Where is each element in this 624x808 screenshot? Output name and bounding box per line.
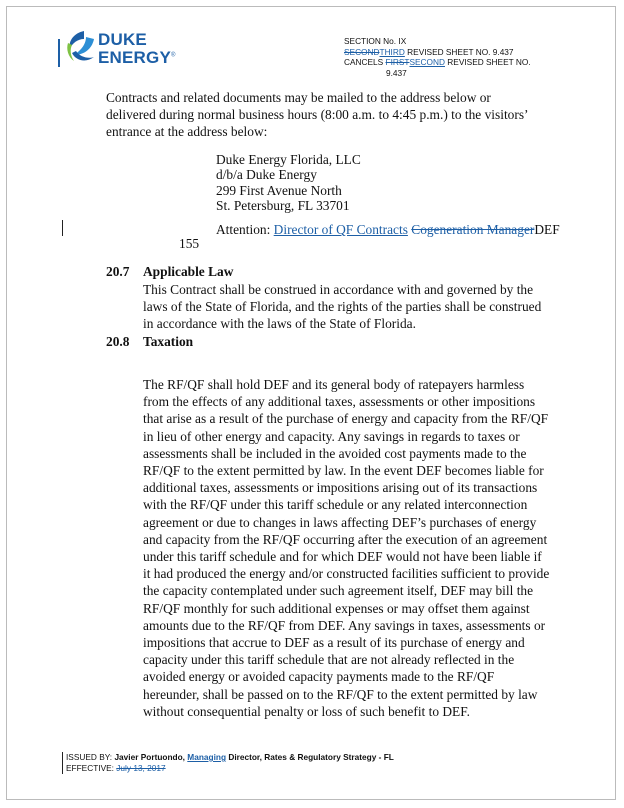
section-title-taxation: Taxation: [143, 334, 194, 349]
revised-sheet-line: [344, 47, 594, 58]
section-number-20-7: 20.7: [106, 264, 130, 279]
revised-new-text: THIRD: [379, 46, 405, 57]
address-line: Duke Energy Florida, LLC: [216, 152, 361, 167]
section-number-20-8: 20.8: [106, 334, 130, 349]
effective-old-date: July 13, 2017: [116, 762, 166, 773]
duke-energy-flame-icon: [64, 29, 98, 65]
section-number: SECTION No. IX: [344, 36, 407, 46]
logo-text-energy: [98, 49, 176, 66]
revision-change-bar: [62, 220, 63, 236]
logo-text-energy-word: ENERGY: [98, 48, 171, 67]
section-title-applicable-law: Applicable Law: [143, 264, 234, 279]
attention-label: Attention:: [216, 222, 271, 237]
footer: [66, 752, 566, 774]
attention-number: 155: [179, 236, 200, 251]
section-text-applicable-law: This Contract shall be construed in accordance with and governed by the laws of the State of Florida, and the rights of the parties shall be construed in accordance with the laws of the State of Florida.: [143, 282, 542, 332]
issued-name: Javier Portuondo,: [114, 752, 185, 762]
section-text-taxation: The RF/QF shall hold DEF and its general body of ratepayers harmless from the effects of any additional taxes, assessments or other impositions that arise as a result of the purchase of energy and capacity from the RF/QF in lieu of other energy and capacity. Any savings in regards to taxes or assessments shall be included in the avoided cost payments made to the RF/QF to the extent permitted by law. In the event DEF becomes liable for additional taxes, assessments or impositions arising out of its transactions with the RF/QF under this tariff schedule or any related interconnection agreement or due to changes in laws affecting DEF’s purchases of energy and capacity from the RF/QF occurring after the execution of an agreement under this tariff schedule and for which DEF would not have been liable if it had produced the energy and/or constructed facilities sufficient to provide the capacity contemplated under such agreement itself, DEF may bill the RF/QF monthly for such additional expenses or may offset them against amounts due to the RF/QF from DEF. Any savings in taxes, assessments or impositions that accrue to DEF as a result of its purchase of energy and capacity under this tariff schedule that are not already reflected in the avoided energy or avoided capacity payments made to the RF/QF hereunder, shall be passed on to the RF/QF to the extent permitted by law without consequential penalty or loss of such benefit to DEF.: [143, 377, 550, 719]
logo-change-bar: [58, 39, 60, 67]
attention-suffix: DEF: [534, 222, 560, 237]
registered-mark: ®: [171, 52, 176, 59]
cancels-label: CANCELS: [344, 57, 384, 68]
effective-label: EFFECTIVE:: [66, 762, 114, 773]
revised-sheet-text: REVISED SHEET NO. 9.437: [407, 46, 514, 57]
address-line: d/b/a Duke Energy: [216, 167, 317, 183]
cancels-sheet-text: REVISED SHEET NO.: [447, 57, 531, 68]
logo-text-duke: DUKE: [98, 30, 147, 49]
cancels-sheet-line: [344, 57, 594, 68]
revised-old-text: SECOND: [344, 46, 380, 57]
address-line: St. Petersburg, FL 33701: [216, 197, 350, 213]
attention-line: [216, 221, 560, 238]
footer-change-bar: [62, 752, 63, 774]
mailing-address: [216, 152, 516, 213]
address-line: 299 First Avenue North: [216, 182, 342, 198]
issued-title: Director, Rates & Regulatory Strategy - FL: [228, 752, 394, 762]
issued-by-line: [66, 752, 566, 763]
attention-old-text: Cogeneration Manager: [411, 222, 535, 237]
duke-energy-logo: [60, 27, 180, 71]
issued-new-text: Managing: [187, 752, 227, 762]
issued-label: ISSUED BY:: [66, 752, 113, 762]
effective-line: [66, 763, 566, 774]
intro-paragraph: Contracts and related documents may be mailed to the address below or delivered during normal business hours (8:00 a.m. to 4:45 p.m.) to the visitors’ entrance at the address below:: [106, 90, 528, 140]
cancels-old-text: FIRST: [385, 57, 410, 68]
cancels-new-text: SECOND: [409, 57, 445, 68]
attention-new-text: Director of QF Contracts: [273, 222, 408, 237]
sheet-header: [344, 36, 594, 78]
cancels-sheet-number: 9.437: [386, 67, 407, 78]
